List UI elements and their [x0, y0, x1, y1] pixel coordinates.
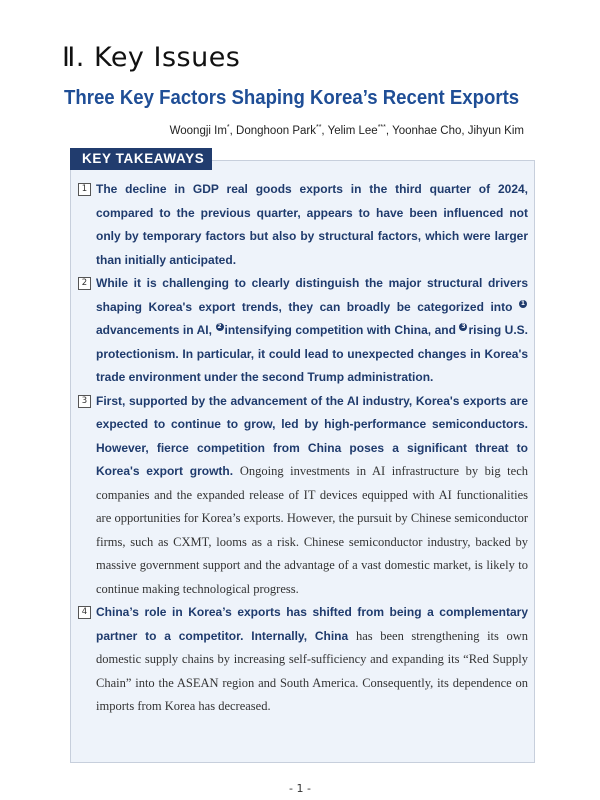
key-takeaways-label: KEY TAKEAWAYS [70, 148, 212, 170]
item-number-box: 1 [78, 183, 91, 196]
takeaway-bold-text: rising U.S. protectionism. In particular, it could lead to unexpected changes in Korea's trade environment under the second Trump administration. [96, 323, 529, 384]
takeaway-text [96, 601, 528, 719]
author-list [170, 124, 524, 137]
takeaway-item [78, 601, 528, 719]
author-name: Donghoon Park [236, 124, 316, 137]
author-mark: ** [315, 124, 322, 131]
takeaway-text [96, 390, 528, 602]
item-number-box: 2 [78, 277, 91, 290]
circled-number-marker: 2 [217, 323, 222, 330]
author-name: Jihyun Kim [467, 124, 524, 137]
author-separator: , [385, 124, 393, 137]
report-subtitle: Three Key Factors Shaping Korea’s Recent Exports [64, 87, 520, 109]
takeaway-regular-text: has been strengthening its own domestic supply chains by increasing self-sufficiency and expanding its “Red Supply Chain” into the ASEAN region and South America. Consequently, its dependence on imports from Korea has decreased. [96, 628, 528, 713]
takeaways-list [78, 178, 528, 719]
author-separator: , [229, 124, 237, 137]
takeaway-bold-text: advancements in AI, [96, 323, 212, 337]
author-name: Woongji Im [169, 124, 227, 137]
takeaway-bold-text: China’s role in Korea’s exports has shifted from being a complementary partner to a competitor. Internally, China [96, 605, 528, 643]
author-mark: * [226, 124, 230, 131]
page-number: - 1 - [289, 782, 311, 795]
takeaway-bold-text: First, supported by the advancement of the AI industry, Korea's exports are expected to continue to grow, led by high-performance semiconductors. However, fierce competition from China poses a significant threat to Korea's export growth. [96, 393, 528, 478]
takeaway-text [96, 178, 528, 272]
item-number-box: 3 [78, 395, 91, 408]
takeaway-text [96, 272, 528, 390]
takeaway-item [78, 390, 528, 602]
takeaway-bold-text: intensifying competition with China, and [224, 323, 456, 337]
author-name: Yelim Lee [327, 124, 378, 137]
takeaway-item [78, 272, 528, 390]
takeaway-bold-text: The decline in GDP real goods exports in the third quarter of 2024, compared to the previous quarter, appears to have been influenced not only by temporary factors but also by structural factors, which were larger than initially anticipated. [96, 182, 528, 267]
item-number-box: 4 [78, 606, 91, 619]
section-title: Ⅱ. Key Issues [62, 42, 241, 73]
author-name: Yoonhae Cho [392, 124, 462, 137]
takeaway-bold-text: While it is challenging to clearly distinguish the major structural drivers shaping Korea's export trends, they can broadly be categorized into [96, 276, 528, 314]
takeaway-item [78, 178, 528, 272]
circled-number-marker: 1 [520, 299, 526, 307]
author-separator: , [321, 124, 328, 137]
author-mark: *** [377, 124, 386, 131]
circled-number-marker: 3 [461, 323, 466, 330]
takeaway-regular-text: Ongoing investments in AI infrastructure by big tech companies and the expanded release of IT devices equipped with AI functionalities are opportunities for Korea’s exports. However, the pursuit by Chinese semiconductor firms, such as CXMT, looms as a risk. Chinese semiconductor industry, backed by massive government support and the advantage of a vast domestic market, is likely to continue making technological progress. [96, 464, 528, 596]
author-separator: , [461, 124, 468, 137]
